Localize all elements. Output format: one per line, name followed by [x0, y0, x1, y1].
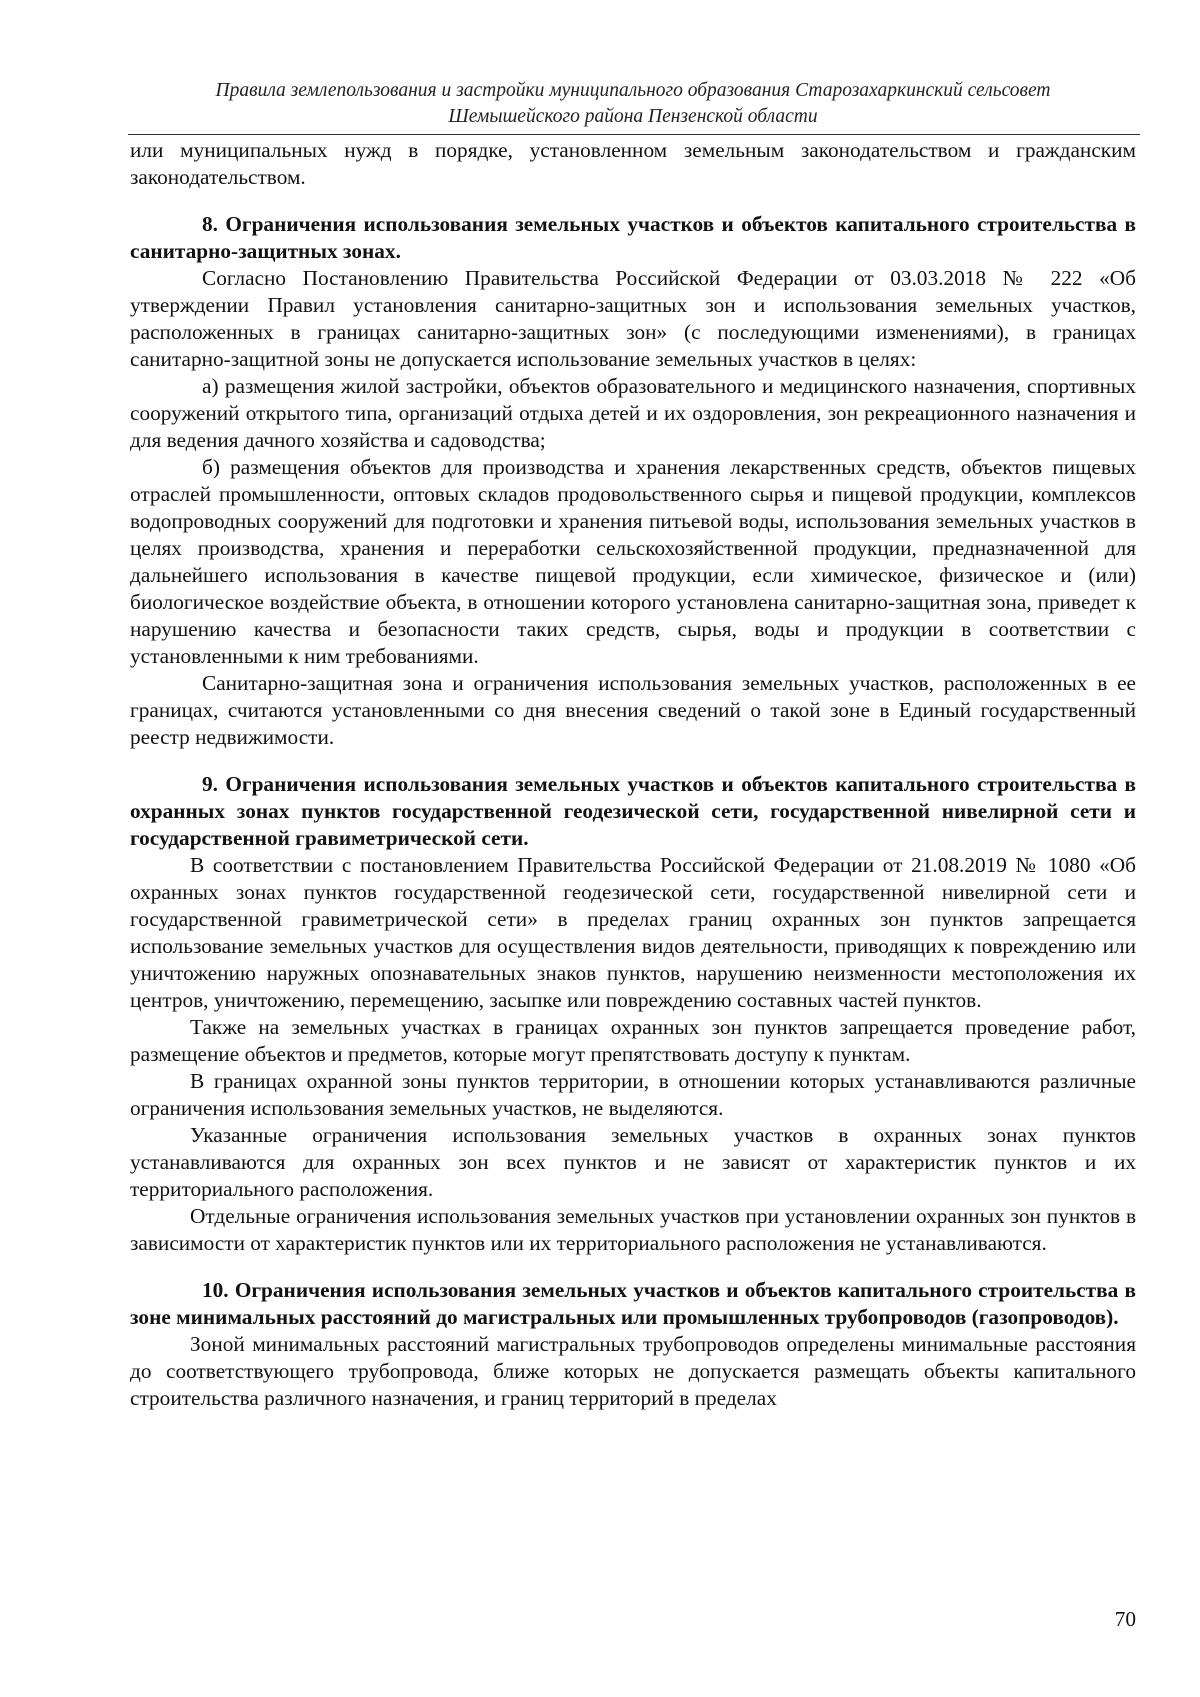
header-line-2: Шемышейского района Пензенской области: [448, 106, 818, 127]
section-9-paragraph-3: В границах охранной зоны пунктов территории, в отношении которых устанавливаются различные ограничения использования земельных участков, не выделяются.: [130, 1069, 1136, 1120]
header-line-1: Правила землепользования и застройки муниципального образования Старозахаркинский сельсовет: [215, 80, 1051, 101]
section-9-paragraph-4: Указанные ограничения использования земельных участков в охранных зонах пунктов устанавливаются для охранных зон всех пунктов и не зависят от характеристик пунктов и их территориального расположения.: [130, 1123, 1136, 1201]
section-10-paragraph-1: Зоной минимальных расстояний магистральных трубопроводов определены минимальные расстояния до соответствующего трубопровода, ближе которых не допускается размещать объекты капитального строительства различного назначения, и границ территорий в пределах: [130, 1332, 1136, 1410]
page-number: 70: [1114, 1607, 1136, 1631]
section-9-paragraph-5: Отдельные ограничения использования земельных участков при установлении охранных зон пунктов в зависимости от характеристик пунктов или их территориального расположения не устанавливаются.: [130, 1204, 1136, 1255]
header-divider: [128, 134, 1140, 135]
running-header: [130, 78, 1136, 130]
intro-paragraph: или муниципальных нужд в порядке, установленном земельным законодательством и гражданским законодательством.: [130, 138, 1136, 189]
section-10-heading: 10. Ограничения использования земельных участков и объектов капитального строительства в зоне минимальных расстояний до магистральных или промышленных трубопроводов (газопроводов).: [130, 1278, 1136, 1329]
section-8-heading: 8. Ограничения использования земельных участков и объектов капитального строительства в санитарно-защитных зонах.: [130, 212, 1136, 263]
section-9-heading: 9. Ограничения использования земельных участков и объектов капитального строительства в охранных зонах пунктов государственной геодезической сети, государственной нивелирной сети и государственной гравиметрической сети.: [130, 772, 1136, 850]
section-8-item-b: б) размещения объектов для производства и хранения лекарственных средств, объектов пищевых отраслей промышленности, оптовых складов продовольственного сырья и пищевой продукции, комплексов водопроводных сооружений для подготовки и хранения питьевой воды, использования земельных участков в целях производства, хранения и переработки сельскохозяйственной продукции, предназначенной для дальнейшего использования в качестве пищевой продукции, если химическое, физическое и (или) биологическое воздействие объекта, в отношении которого установлена санитарно-защитная зона, приведет к нарушению качества и безопасности таких средств, сырья, воды и продукции в соответствии с установленными к ним требованиями.: [130, 455, 1136, 668]
section-9-paragraph-2: Также на земельных участках в границах охранных зон пунктов запрещается проведение работ, размещение объектов и предметов, которые могут препятствовать доступу к пунктам.: [130, 1015, 1136, 1066]
page-body: [130, 137, 1136, 1412]
section-8-item-a: а) размещения жилой застройки, объектов образовательного и медицинского назначения, спортивных сооружений открытого типа, организаций отдыха детей и их оздоровления, зон рекреационного назначения и для ведения дачного хозяйства и садоводства;: [130, 374, 1136, 452]
section-9-paragraph-1: В соответствии с постановлением Правительства Российской Федерации от 21.08.2019 № 1080 «Об охранных зонах пунктов государственной геодезической сети, государственной нивелирной сети и государственной гравиметрической сети» в пределах границ охранных зон пунктов запрещается использование земельных участков для осуществления видов деятельности, приводящих к повреждению или уничтожению наружных опознавательных знаков пунктов, нарушению неизменности местоположения их центров, уничтожению, перемещению, засыпке или повреждению составных частей пунктов.: [130, 853, 1136, 1012]
section-8-paragraph-2: Санитарно-защитная зона и ограничения использования земельных участков, расположенных в ее границах, считаются установленными со дня внесения сведений о такой зоне в Единый государственный реестр недвижимости.: [130, 671, 1136, 749]
section-8-paragraph-1: Согласно Постановлению Правительства Российской Федерации от 03.03.2018 № 222 «Об утверждении Правил установления санитарно-защитных зон и использования земельных участков, расположенных в границах санитарно-защитных зон» (с последующими изменениями), в границах санитарно-защитной зоны не допускается использование земельных участков в целях:: [130, 266, 1136, 371]
